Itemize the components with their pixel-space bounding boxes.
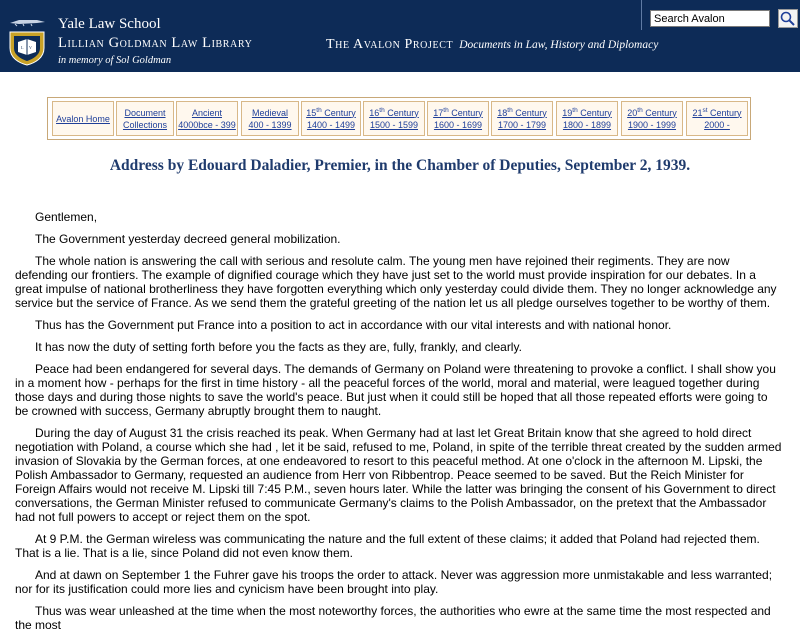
document-title: Address by Edouard Daladier, Premier, in the Chamber of Deputies, September 2, 1939. [109, 157, 691, 174]
project-tagline: Documents in Law, History and Diplomacy [459, 39, 659, 51]
paragraph: The whole nation is answering the call with serious and resolute calm. The young men have rejoined their regiments. They are now defending our frontiers. The example of dignified courage which they have just set to the world must provide inspiration for our debates. In a great impulse of national brotherliness they have forgotten everything which only yesterday could divide them. They no longer acknowledge any service but the service of France. As we send them the grateful greeting of the nation let us all pledge ourselves together to be worthy of them. [15, 254, 777, 310]
search-button[interactable] [778, 9, 798, 28]
nav-document-collections[interactable]: Document Collections [116, 101, 174, 136]
paragraph: Thus has the Government put France into a position to act in accordance with our vital interests and with national honor. [35, 318, 672, 332]
document-body [15, 210, 783, 640]
header-divider [641, 0, 642, 30]
project-name[interactable]: The Avalon Project [326, 37, 454, 52]
nav-16th-century[interactable]: 16th Century 1500 - 1599 [363, 101, 425, 136]
nav-17th-century[interactable]: 17th Century 1600 - 1699 [427, 101, 489, 136]
paragraph: The Government yesterday decreed general mobilization. [35, 232, 341, 246]
paragraph: And at dawn on September 1 the Fuhrer gave his troops the order to attack. Never was aggression more unmistakable and less warranted; nor for its justification could more lies and cynicism have been brought into play. [15, 568, 773, 596]
yale-shield-logo-icon [8, 30, 46, 66]
nav-avalon-home[interactable]: Avalon Home [52, 101, 114, 136]
nav-21st-century[interactable]: 21st Century 2000 - [686, 101, 748, 136]
svg-text:L: L [21, 45, 24, 50]
paragraph: During the day of August 31 the crisis reached its peak. When Germany had at last let Great Britain know that she agreed to hold direct negotiation with Poland, a course which she had , let it be said, refused to me, Poland, in spite of the terrible threat created by the sudden armed invasion of Slovakia by the German forces, at one endeavored to resort to this peaceful method. At one o'clock in the afternoon M. Lipski, the Polish Ambassador to Germany, requested an audience from Herr von Ribbentrop. Peace seemed to be saved. But the Reich Minister for Foreign Affairs would not receive M. Lipski till 7:45 P.M., seven hours later. While the latter was bringing the consent of his Government to direct conversations, the German Minister refused to communicate Germany's claims to the Polish Ambassador, on the pretext that the Ambassador had not full powers to accept or reject them on the spot. [15, 426, 782, 524]
paragraph: It has now the duty of setting forth before you the facts as they are, fully, frankly, and clearly. [35, 340, 522, 354]
paragraph: Peace had been endangered for several days. The demands of Germany on Poland were threatening to provoke a conflict. I shall show you in a moment how - perhaps for the first in time history - all the peaceful forces of the world, moral and material, were leagued together during those days and during those nights to save the world's peace. But just when it could still be hoped that all those repeated efforts were going to be crowned with success, Germany abruptly brought them to naught. [15, 362, 776, 418]
crocodile-emblem-icon [7, 14, 49, 28]
nav-15th-century[interactable]: 15th Century 1400 - 1499 [301, 101, 361, 136]
nav-19th-century[interactable]: 19th Century 1800 - 1899 [556, 101, 618, 136]
nav-medieval[interactable]: Medieval 400 - 1399 [241, 101, 299, 136]
svg-text:V: V [29, 45, 32, 50]
paragraph: At 9 P.M. the German wireless was communicating the nature and the full extent of these claims; it added that Poland had rejected them. That is a lie. That is a lie, since Poland did not even know them. [15, 532, 760, 560]
search-magnifier-icon [779, 10, 797, 27]
search-input[interactable] [650, 10, 770, 27]
site-header [0, 0, 800, 72]
paragraph: Gentlemen, [35, 210, 98, 224]
nav-20th-century[interactable]: 20th Century 1900 - 1999 [621, 101, 683, 136]
school-name[interactable]: Yale Law School [58, 16, 161, 32]
century-navigation [47, 97, 751, 140]
memorial-line: in memory of Sol Goldman [58, 55, 172, 66]
project-banner[interactable] [326, 37, 658, 53]
paragraph: Thus was wear unleashed at the time when the most noteworthy forces, the authorities who ewre at the same time the most respected and the most [15, 604, 771, 632]
library-name[interactable]: Lillian Goldman Law Library [58, 35, 253, 51]
nav-18th-century[interactable]: 18th Century 1700 - 1799 [491, 101, 553, 136]
nav-ancient[interactable]: Ancient 4000bce - 399 [176, 101, 238, 136]
